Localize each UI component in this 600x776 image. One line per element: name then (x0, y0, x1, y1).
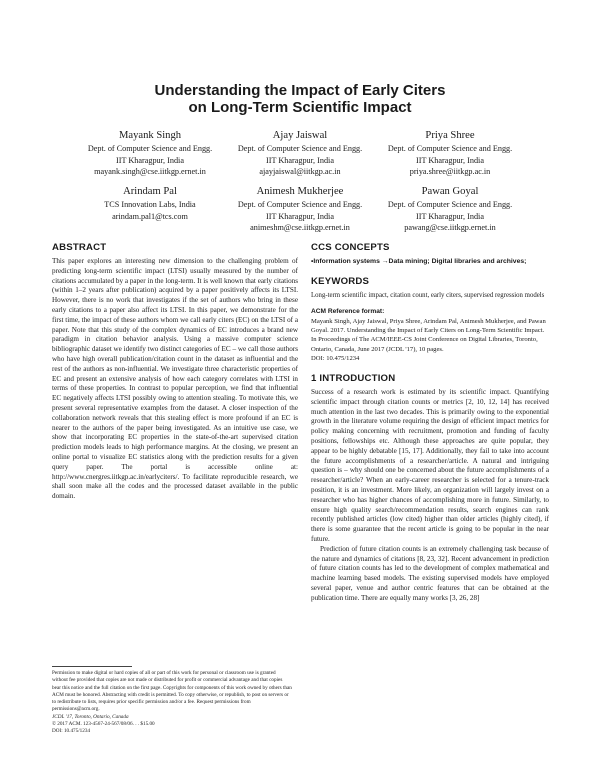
introduction-heading: 1 INTRODUCTION (311, 373, 396, 385)
author-block (65, 185, 235, 222)
author-affiliation: Dept. of Computer Science and Engg. (387, 144, 513, 153)
author-block (65, 129, 235, 178)
author-block (365, 185, 535, 234)
left-column (52, 242, 298, 502)
author-institution: IIT Kharagpur, India (266, 211, 334, 221)
author-institution: IIT Kharagpur, India (416, 155, 484, 165)
footnote-doi: DOI: 10.475/1234 (52, 728, 91, 735)
paper-title-line-2: on Long-Term Scientific Impact (188, 99, 412, 116)
author-name: Priya Shree (425, 130, 475, 141)
author-name: Ajay Jaiswal (272, 130, 328, 141)
reference-heading: ACM Reference format: (311, 308, 385, 315)
author-affiliation: Dept. of Computer Science and Engg. (237, 144, 363, 153)
author-block (365, 129, 535, 178)
author-block (215, 129, 385, 178)
author-block (215, 185, 385, 234)
abstract-heading: ABSTRACT (52, 242, 107, 253)
author-email: pawang@cse.iitkgp.ernet.in (404, 223, 496, 232)
author-email: ajayjaiswal@iitkgp.ac.in (259, 167, 341, 176)
paper-title-line-1: Understanding the Impact of Early Citers (154, 82, 446, 99)
keywords-heading: KEYWORDS (311, 276, 370, 288)
author-name: Animesh Mukherjee (256, 186, 344, 197)
ccs-heading: CCS CONCEPTS (311, 242, 390, 253)
reference-text: Mayank Singh, Ajay Jaiswal, Priya Shree, Arindam Pal, Animesh Mukherjee, and Pawan Goyal. 2017. Understanding the Impact of Early Citers on Long-Term Scientific Impact. In Proceedings of The ACM/IEEE-CS Joint Conference on Digital Libraries, Toronto, Ontario, Canada, June 2017 (JCDL '17), 10 pages. (311, 318, 546, 353)
introduction-paragraph-2: Prediction of future citation counts is an extremely challenging task because of the nature and dynamics of citations [8, 23, 32]. Recent advancement in prediction of future citation counts has led to the development of complex mathematical and machine learning based models. The existing supervised models have employed several paper, venue and author centric features that can be obtained at the publication time. There are equally many works [3, 26, 28] (311, 544, 549, 602)
author-email: mayank.singh@cse.iitkgp.ernet.in (94, 167, 206, 176)
keywords-text: Long-term scientific impact, citation count, early citers, supervised regression models (311, 292, 545, 300)
author-name: Arindam Pal (123, 186, 177, 197)
author-email: arindam.pal1@tcs.com (112, 211, 188, 221)
author-institution: IIT Kharagpur, India (266, 155, 334, 165)
copyright-line: © 2017 ACM. 123-4567-24-567/08/06. . . $15.00 (52, 721, 155, 728)
introduction-paragraph-1: Success of a research work is estimated by its scientific impact. Quantifying scientific impact through citation counts or metrics [2, 10, 12, 14] has received much attention in the last two decades. This is primarily owing to the exponential growth in the literature volume requiring the design of efficient impact metrics for policy making concerning with recruitment, promotion and funding of faculty positions, fellowships etc. Although these approaches are quite popular, they appear to be highly debatable [15, 17]. Additionally, they fail to take into account the future accomplishments of a researcher/article. A natural and intriguing question is – why should one be concerned about the future accomplishments of a researcher/article? When an early-career researcher is selected for a tenure-track position, it is an investment. More likely, an organization will largely invest on a researcher who has higher chances of accomplishing more in future. Similarly, to ensure high quality search/recommendation results, search engines can rank recently published articles (low cited) higher than older articles (highly cited), if there is some guarantee that the recent article is going to be popular in the near future. (311, 388, 549, 543)
author-email: priya.shree@iitkgp.ac.in (409, 167, 491, 176)
right-column (311, 242, 549, 604)
footnote-divider (52, 666, 132, 667)
ccs-text: •Information systems →Data mining; Digital libraries and archives; (311, 258, 527, 265)
permission-text: Permission to make digital or hard copies of all or part of this work for personal or classroom use is granted without fee provided that copies are not made or distributed for profit or commercial advantage and that copies bear this notice and the full citation on the first page. Copyrights for components of this work owned by others than ACM must be honored. Abstracting with credit is permitted. To copy otherwise, or republish, to post on servers or to redistribute to lists, requires prior specific permission and/or a fee. Request permissions from permissions@acm.org. (52, 670, 292, 713)
author-institution: IIT Kharagpur, India (116, 155, 184, 165)
venue-line: JCDL '17, Toronto, Ontario, Canada (52, 713, 129, 720)
author-name: Pawan Goyal (421, 186, 479, 197)
author-institution: IIT Kharagpur, India (416, 211, 484, 221)
author-affiliation: Dept. of Computer Science and Engg. (87, 144, 213, 153)
abstract-text: This paper explores an interesting new dimension to the challenging problem of predicting long-term scientific impact (LTSI) usually measured by the number of citations accumulated by a paper in the long-term. It is well known that early citations (within 1–2 years after publication) acquired by a paper positively affects its LTSI. However, there is no work that investigates if the set of authors who bring in these early citations to a paper also affect its LTSI. In this paper, we demonstrate for the first time, the impact of these authors whom we call early citers (EC) on the LTSI of a paper. Note that this study of the complex dynamics of EC introduces a brand new paradigm in citation behavior analysis. Using a massive computer science bibliographic dataset we identify two distinct categories of EC – we call those authors who have high overall publication/citation count in the dataset as influential and the rest of the authors as non-influential. We investigate three characteristic properties of EC and present an extensive analysis of how each category correlates with LTSI in terms of these properties. In contrast to popular perception, we find that influential EC negatively affects LTSI possibly owing to attention stealing. To motivate this, we present several representative examples from the dataset. A closer inspection of the collaboration network reveals that this stealing effect is more profound if an EC is nearer to the authors of the paper being investigated. As an intuitive use case, we show that incorporating EC properties in the state-of-the-art supervised citation prediction models leads to high performance margins. At the closing, we present an online portal to visualize EC statistics along with the prediction results for a given query paper. The portal is accessible online at: http://www.cnergres.iitkgp.ac.in/earlyciters/. To facilitate reproducible research, we shall soon make all the codes and the processed dataset available in the public domain. (52, 257, 298, 501)
author-affiliation: Dept. of Computer Science and Engg. (237, 200, 363, 209)
permission-footnote (52, 670, 292, 736)
author-name: Mayank Singh (118, 130, 182, 141)
author-affiliation: TCS Innovation Labs, India (104, 200, 196, 209)
reference-doi: DOI: 10.475/1234 (311, 354, 360, 362)
author-email: animeshm@cse.iitkgp.ernet.in (250, 223, 350, 232)
author-affiliation: Dept. of Computer Science and Engg. (387, 200, 513, 209)
